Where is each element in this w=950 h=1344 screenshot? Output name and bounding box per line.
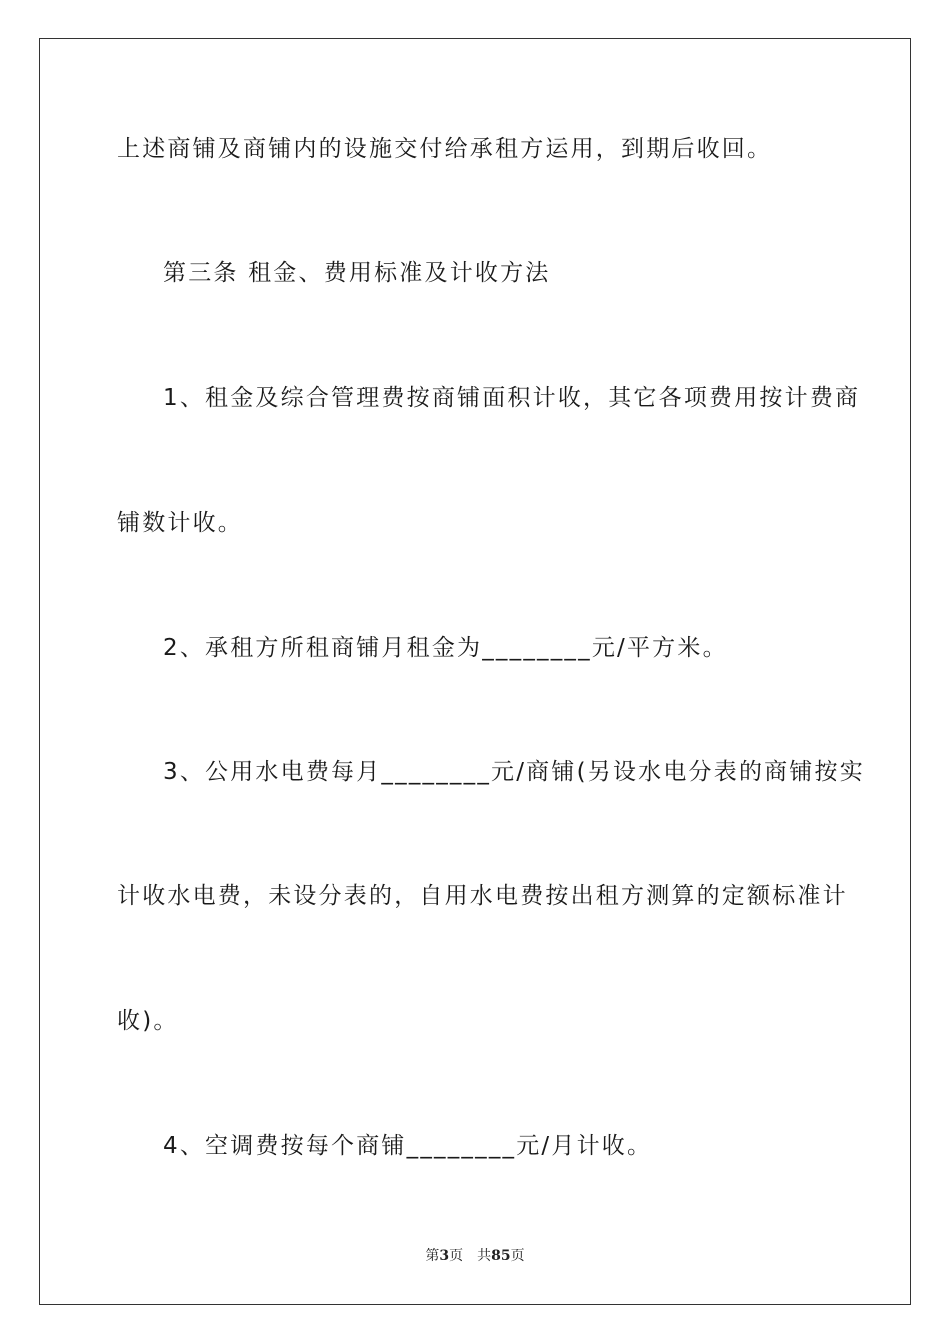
article-heading: 第三条 租金、费用标准及计收方法 (163, 260, 551, 286)
clause-1-line-2: 铺数计收。 (117, 510, 243, 536)
total-suffix: 页 (510, 1248, 525, 1264)
text-line-1: 上述商铺及商铺内的设施交付给承租方运用，到期后收回。 (117, 136, 773, 162)
page-border (39, 38, 911, 1305)
clause-1-line-1: 1、租金及综合管理费按商铺面积计收，其它各项费用按计费商 (163, 385, 861, 411)
page-suffix: 页 (449, 1248, 464, 1264)
page-prefix: 第 (425, 1248, 440, 1264)
clause-3-line-2: 计收水电费，未设分表的，自用水电费按出租方测算的定额标准计 (117, 883, 848, 909)
page-number: 3 (439, 1248, 450, 1264)
total-pages: 85 (491, 1248, 511, 1264)
clause-3-line-1: 3、公用水电费每月________元/商铺(另设水电分表的商铺按实 (163, 759, 865, 785)
clause-4: 4、空调费按每个商铺________元/月计收。 (163, 1133, 653, 1159)
clause-3-line-3: 收)。 (117, 1008, 179, 1034)
total-prefix: 共 (477, 1248, 492, 1264)
page-footer (0, 1247, 950, 1265)
clause-2: 2、承租方所租商铺月租金为________元/平方米。 (163, 635, 728, 661)
